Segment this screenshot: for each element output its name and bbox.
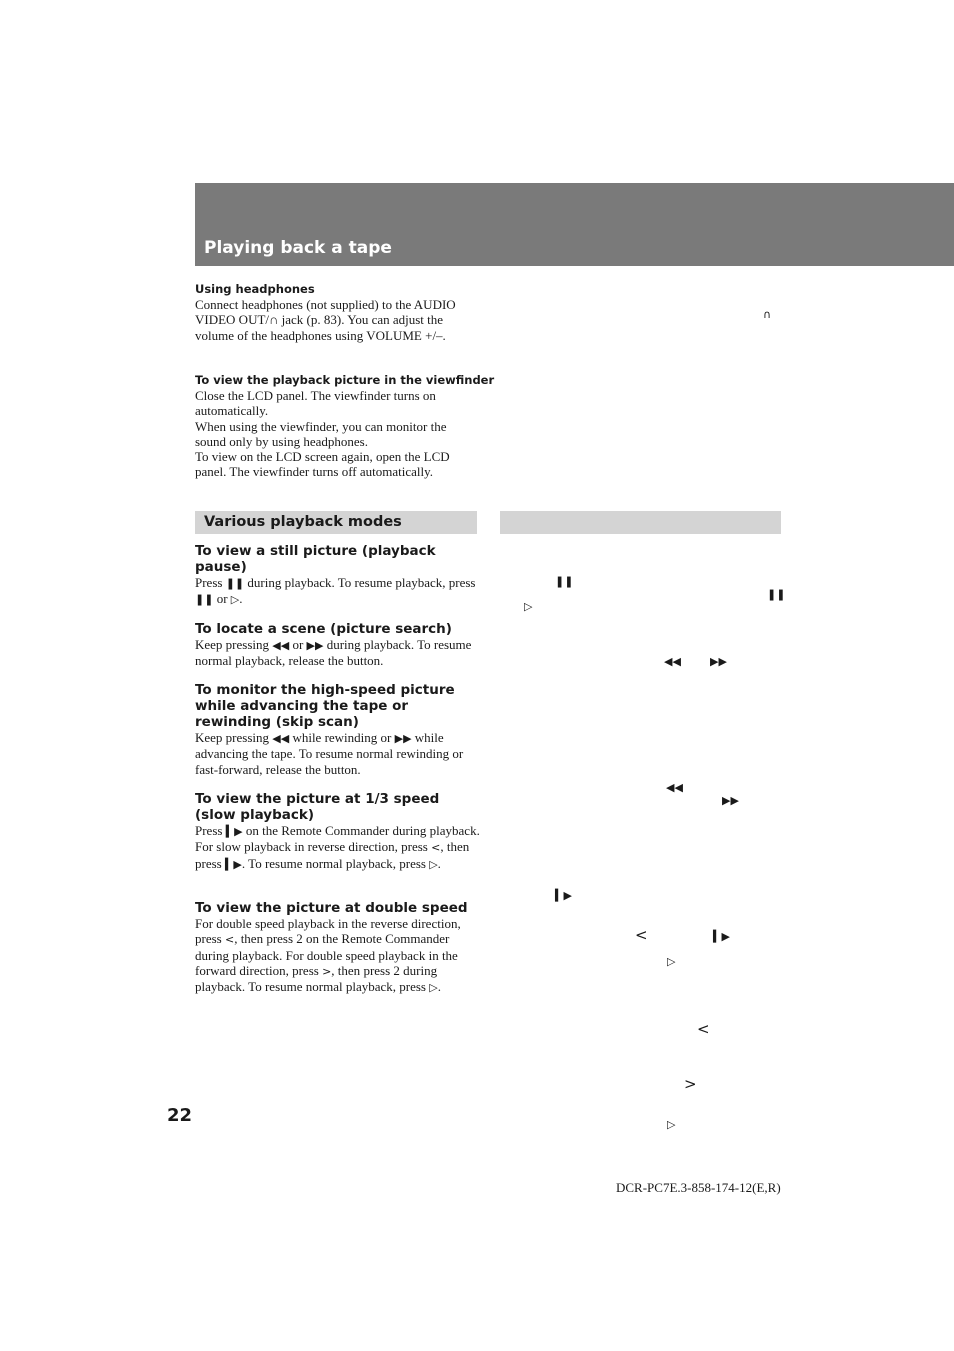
pause-icon: ❚❚ [195,593,214,607]
mode-slow [195,791,480,872]
mode-heading-search: To locate a scene (picture search) [195,621,452,637]
reverse-arrow-icon: < [697,1020,710,1038]
page-number: 22 [167,1105,193,1126]
play-icon: ▷ [667,1118,676,1131]
headphones-block [195,282,480,343]
slow-icon: ▍▶ [225,825,243,838]
mode-text-double: For double speed playback in the reverse direction, press <, then press 2 on the Remote Commander during playback. For double speed playback in the forward direction, press >, then press 2 during playback. To resume normal playback, press ▷. [195,916,461,995]
fast-forward-icon: ▶▶ [710,655,727,668]
viewfinder-text-1: Close the LCD panel. The viewfinder turns on automatically. [195,388,436,419]
page-title: Playing back a tape [204,238,392,258]
reverse-arrow-icon: < [431,841,441,855]
slow-icon: ▍▶ [224,857,242,871]
fast-forward-icon: ▶▶ [306,639,324,652]
section-title: Various playback modes [204,514,402,530]
fast-forward-icon: ▶▶ [722,794,739,807]
mode-skip-scan [195,682,480,777]
mode-text-search: Keep pressing ◀◀ or ▶▶ during playback. To resume normal playback, release the button. [195,637,472,669]
mode-heading-still: To view a still picture (playback pause) [195,543,436,575]
reverse-arrow-icon: < [635,926,648,944]
viewfinder-text-3: To view on the LCD screen again, open the LCD panel. The viewfinder turns off automatically. [195,449,450,480]
forward-arrow-icon: > [322,964,332,978]
mode-heading-slow: To view the picture at 1/3 speed (slow playback) [195,791,440,823]
fast-forward-icon: ▶▶ [394,732,412,745]
mode-search [195,621,480,669]
headphones-text: Connect headphones (not supplied) to the AUDIO VIDEO OUT/∩ jack (p. 83). You can adjust the volume of the headphones using VOLUME +/–. [195,297,456,343]
slow-icon: ▍▶ [555,889,572,902]
mode-still [195,543,480,608]
mode-double [195,900,480,995]
pause-icon: ❚❚ [555,575,574,588]
viewfinder-block [195,373,495,480]
play-icon: ▷ [429,981,438,995]
reverse-arrow-icon: < [224,933,235,947]
viewfinder-text-2: When using the viewfinder, you can monitor the sound only by using headphones. [195,418,447,449]
mode-heading-double: To view the picture at double speed [195,900,468,916]
mode-text-skip-scan: Keep pressing ◀◀ while rewinding or ▶▶ while advancing the tape. To resume normal rewinding or fast-forward, release the button. [195,730,464,777]
pause-icon: ❚❚ [767,588,786,601]
mode-heading-skip-scan: To monitor the high-speed picture while advancing the tape or rewinding (skip scan) [195,682,455,730]
play-icon: ▷ [667,955,676,968]
slow-icon: ▍▶ [713,930,730,943]
rewind-icon: ◀◀ [272,732,290,745]
pause-icon: ❚❚ [225,577,245,590]
section-bar-right [500,511,781,534]
forward-arrow-icon: > [684,1075,697,1093]
mode-text-slow: Press ▍▶ on the Remote Commander during playback. For slow playback in reverse direction, press <, then press ▍▶. To resume normal playback, press ▷. [195,823,480,871]
play-icon: ▷ [230,593,240,607]
headphone-icon: ∩ [763,308,772,321]
headphones-heading: Using headphones [195,282,315,296]
footer-code: DCR-PC7E.3-858-174-12(E,R) [616,1180,781,1195]
rewind-icon: ◀◀ [666,781,683,794]
rewind-icon: ◀◀ [272,639,290,652]
mode-text-still: Press ❚❚ during playback. To resume playback, press ❚❚ or ▷. [195,575,476,607]
viewfinder-heading: To view the playback picture in the viewfinder [195,373,495,387]
play-icon: ▷ [429,857,438,871]
play-icon: ▷ [524,600,533,613]
rewind-icon: ◀◀ [664,655,681,668]
